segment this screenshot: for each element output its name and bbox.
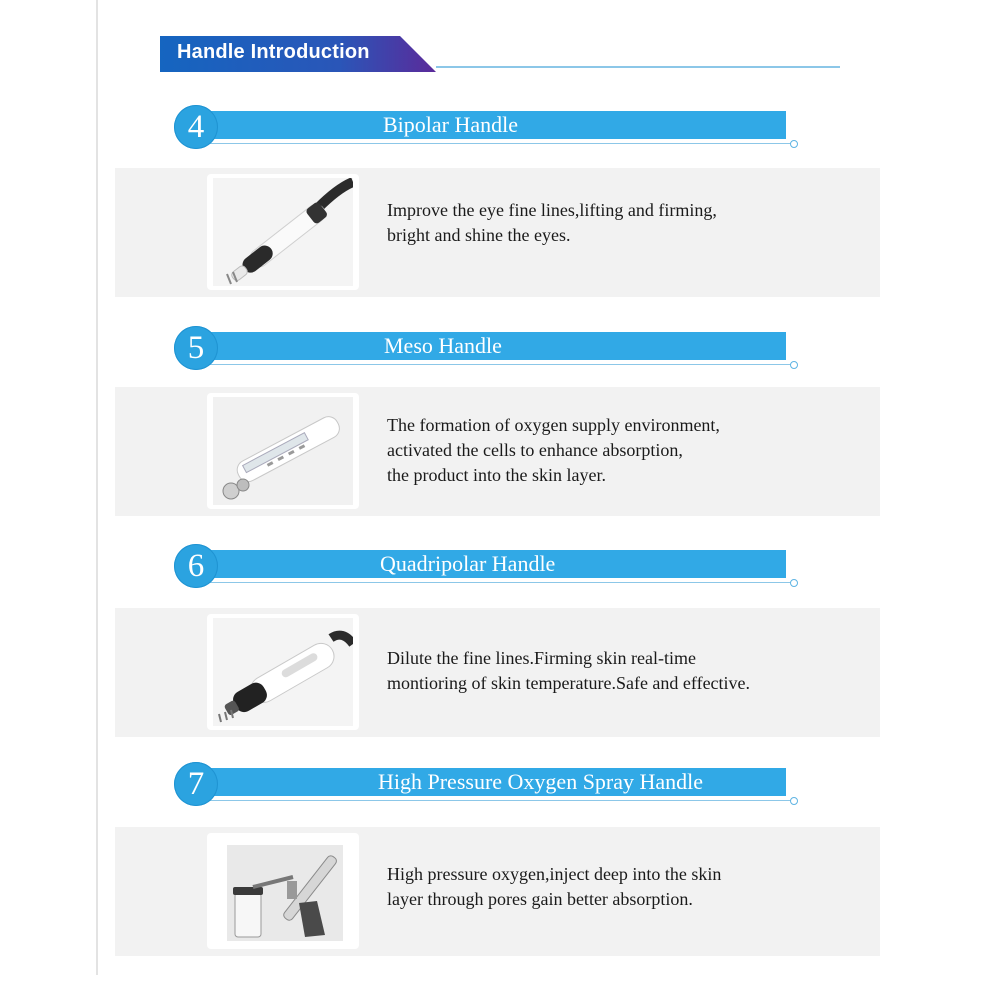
description-line: Improve the eye fine lines,lifting and firming,	[387, 200, 717, 220]
description-line: the product into the skin layer.	[387, 465, 606, 485]
section-title: Meso Handle	[384, 333, 502, 358]
section-underline	[196, 364, 792, 365]
section-underline	[196, 143, 792, 144]
section-number-badge: 5	[174, 326, 218, 370]
section-panel-oxygen-spray	[115, 827, 880, 956]
description-line: layer through pores gain better absorption.	[387, 889, 693, 909]
meso-handle-image	[207, 393, 359, 509]
section-panel-quadripolar	[115, 608, 880, 737]
section-title-bar	[194, 111, 786, 139]
section-title: Bipolar Handle	[383, 112, 519, 137]
section-title-bar	[194, 332, 786, 360]
section-description	[387, 198, 717, 248]
description-line: High pressure oxygen,inject deep into the skin	[387, 864, 722, 884]
bipolar-handle-image	[207, 174, 359, 290]
section-number-badge: 4	[174, 105, 218, 149]
description-line: activated the cells to enhance absorption,	[387, 440, 683, 460]
handle-introduction-banner	[160, 36, 440, 72]
section-number-badge: 6	[174, 544, 218, 588]
section-header-quadripolar	[172, 544, 802, 588]
section-end-dot	[790, 140, 798, 148]
section-description	[387, 413, 720, 488]
section-panel-bipolar	[115, 168, 880, 297]
section-number-badge: 7	[174, 762, 218, 806]
section-underline	[196, 582, 792, 583]
description-line: bright and shine the eyes.	[387, 225, 571, 245]
section-end-dot	[790, 579, 798, 587]
section-title: Quadripolar Handle	[380, 551, 556, 576]
section-underline	[196, 800, 792, 801]
section-title-bar	[194, 768, 786, 796]
left-margin-rule	[96, 0, 98, 975]
section-end-dot	[790, 797, 798, 805]
description-line: The formation of oxygen supply environment,	[387, 415, 720, 435]
description-line: montioring of skin temperature.Safe and effective.	[387, 673, 751, 693]
section-title: High Pressure Oxygen Spray Handle	[378, 769, 704, 794]
section-description	[387, 646, 750, 696]
section-header-meso	[172, 326, 802, 370]
section-header-bipolar	[172, 105, 802, 149]
oxygen-spray-handle-image	[207, 833, 359, 949]
section-end-dot	[790, 361, 798, 369]
section-description	[387, 862, 721, 912]
quadripolar-handle-image	[207, 614, 359, 730]
description-line: Dilute the fine lines.Firming skin real-time	[387, 648, 696, 668]
header-divider	[436, 66, 840, 68]
section-panel-meso	[115, 387, 880, 516]
section-title-bar	[194, 550, 786, 578]
section-header-oxygen-spray	[172, 762, 802, 806]
page-title: Handle Introduction	[177, 41, 370, 63]
